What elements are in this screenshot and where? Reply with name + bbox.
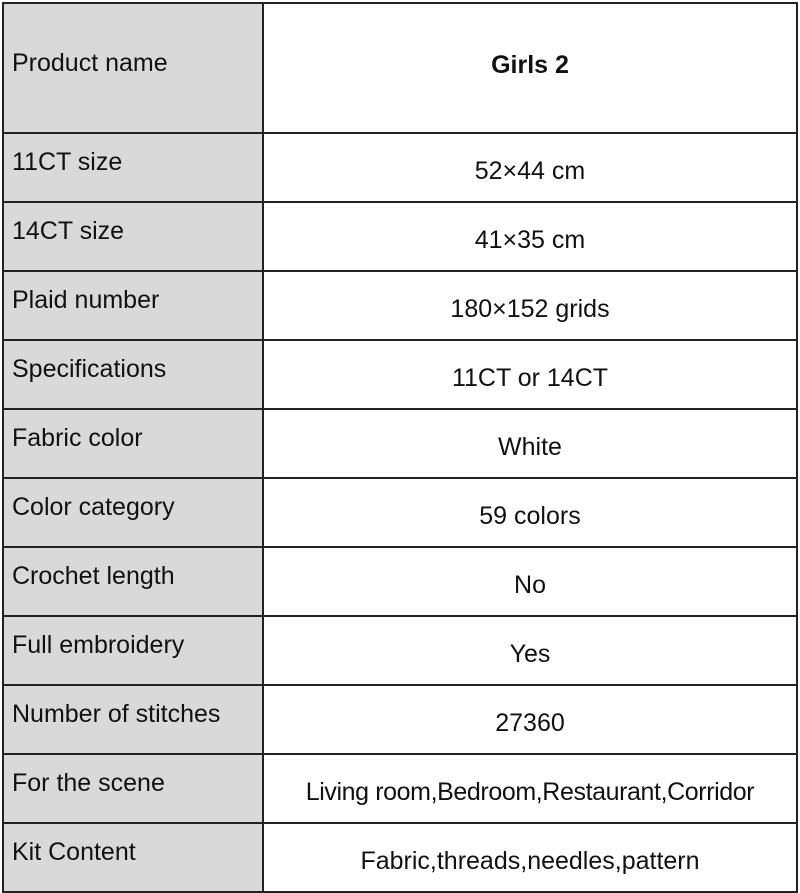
table-row [3, 133, 797, 202]
row-value: 59 colors [263, 478, 797, 547]
row-label: Kit Content [3, 823, 263, 892]
table-row [3, 271, 797, 340]
table-row [3, 616, 797, 685]
row-label: Product name [3, 3, 263, 133]
row-label: 14CT size [3, 202, 263, 271]
table-row-product-name [3, 3, 797, 133]
row-value: 41×35 cm [263, 202, 797, 271]
row-label: Fabric color [3, 409, 263, 478]
table-row [3, 409, 797, 478]
table-row [3, 823, 797, 892]
table-row [3, 547, 797, 616]
row-value: 27360 [263, 685, 797, 754]
row-label: For the scene [3, 754, 263, 823]
row-value: 11CT or 14CT [263, 340, 797, 409]
row-label: Plaid number [3, 271, 263, 340]
row-value: Yes [263, 616, 797, 685]
table-row [3, 478, 797, 547]
table-row [3, 685, 797, 754]
row-value: 52×44 cm [263, 133, 797, 202]
table-row [3, 754, 797, 823]
row-label: Specifications [3, 340, 263, 409]
row-value: 180×152 grids [263, 271, 797, 340]
product-name-value: Girls 2 [263, 3, 797, 133]
row-label: Color category [3, 478, 263, 547]
table-row [3, 340, 797, 409]
row-value: Fabric,threads,needles,pattern [263, 823, 797, 892]
row-value: Living room,Bedroom,Restaurant,Corridor [263, 754, 797, 823]
row-value: White [263, 409, 797, 478]
row-value: No [263, 547, 797, 616]
product-spec-table [2, 2, 798, 893]
row-label: Full embroidery [3, 616, 263, 685]
row-label: Crochet length [3, 547, 263, 616]
table-row [3, 202, 797, 271]
row-label: 11CT size [3, 133, 263, 202]
row-label: Number of stitches [3, 685, 263, 754]
